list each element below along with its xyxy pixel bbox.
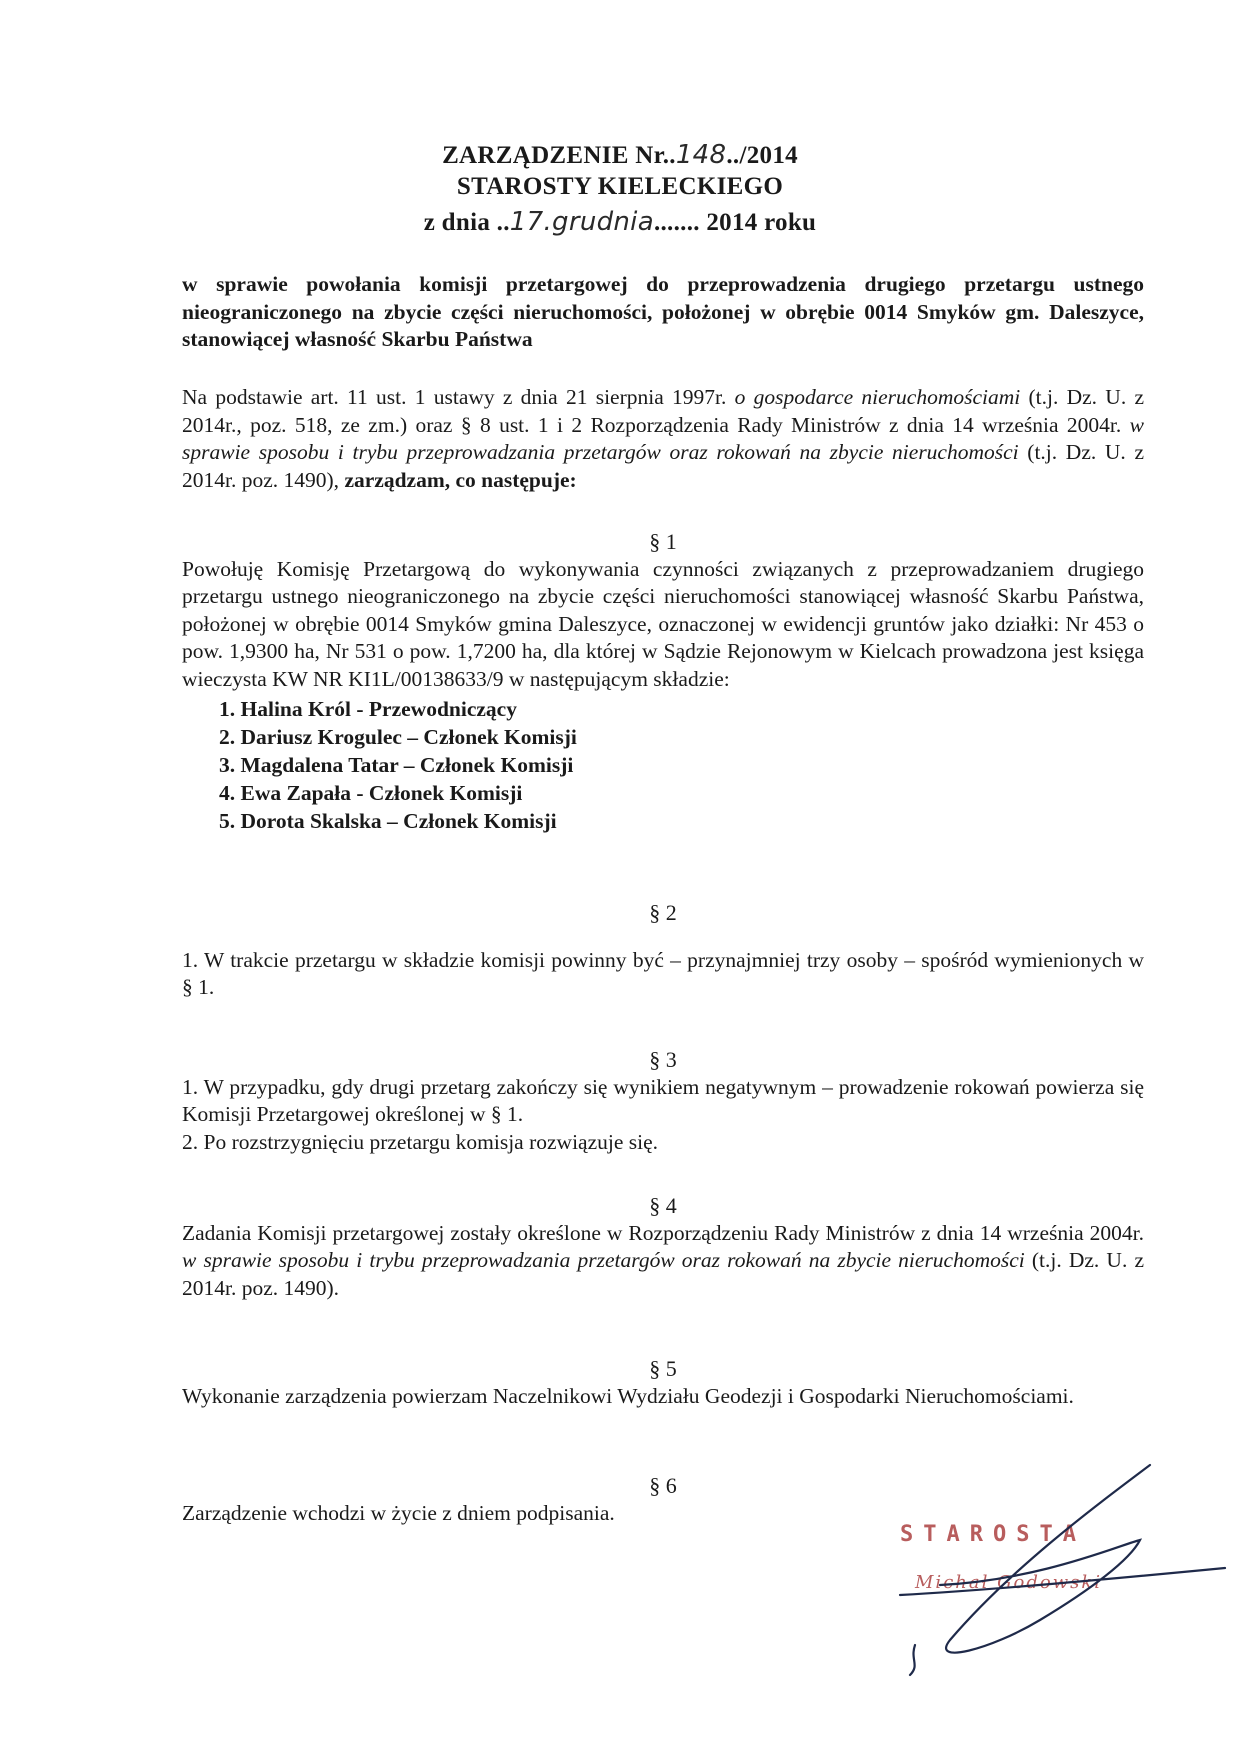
member-item: 4. Ewa Zapała - Członek Komisji <box>219 781 523 805</box>
section-4-part-1: Zadania Komisji przetargowej zostały określone w Rozporządzeniu Rady Ministrów z dnia 14 września 2004r. <box>182 1220 1144 1245</box>
section-4-part-2: (t.j. Dz. U. z 2014r. poz. 1490). <box>182 1248 1144 1300</box>
preamble-bold-end: zarządzam, co następuje: <box>344 467 577 492</box>
section-4-italic: w sprawie sposobu i trybu przeprowadzania przetargów oraz rokowań na zbycie nieruchomości <box>182 1248 1025 1272</box>
signature-icon <box>840 1450 1230 1690</box>
section-3-heading: § 3 <box>649 1047 677 1072</box>
date-suffix: ....... 2014 roku <box>653 209 817 236</box>
section-2-heading: § 2 <box>649 900 677 925</box>
title-line-2: STAROSTY KIELECKIEGO <box>456 173 784 200</box>
preamble-italic-1: o gospodarce nieruchomościami <box>734 385 1021 409</box>
preamble <box>182 384 1144 494</box>
title-date-line <box>0 207 1240 237</box>
member-item: 5. Dorota Skalska – Członek Komisji <box>219 809 557 833</box>
section-2 <box>182 899 1144 1002</box>
section-5-text: Wykonanie zarządzenia powierzam Naczelnikowi Wydziału Geodezji i Gospodarki Nieruchomościami. <box>182 1383 1074 1408</box>
title-suffix: ../2014 <box>726 142 798 169</box>
stamp-name: Michał Godowski <box>915 1572 1103 1593</box>
section-3 <box>182 1046 1144 1156</box>
section-4-heading: § 4 <box>649 1193 677 1218</box>
preamble-italic-2: w sprawie sposobu i trybu przeprowadzania przetargów oraz rokowań na zbycie nieruchomości <box>182 412 1144 464</box>
handwritten-date: 17.grudnia <box>509 207 654 237</box>
title-line-1 <box>0 140 1240 170</box>
section-2-text: 1. W trakcie przetargu w składzie komisji powinny być – przynajmniej trzy osoby – spośród wymienionych w § 1. <box>182 947 1144 999</box>
section-1-text: Powołuję Komisję Przetargową do wykonywania czynności związanych z przeprowadzaniem drugiego przetargu ustnego nieograniczonego na zbycie części nieruchomości stanowiącej własność Skarbu Państwa, położonej w obrębie 0014 Smyków gmina Daleszyce, oznaczonej w ewidencji gruntów jako działki: Nr 453 o pow. 1,9300 ha, Nr 531 o pow. 1,7200 ha, dla której w Sądzie Rejonowym w Kielcach prowadzona jest księga wieczysta KW NR KI1L/00138633/9 w następującym składzie: <box>182 556 1144 691</box>
preamble-part-1: Na podstawie art. 11 ust. 1 ustawy z dnia 21 sierpnia 1997r. <box>182 385 735 409</box>
stamp-title: STAROSTA <box>900 1522 1086 1547</box>
section-1 <box>182 528 1144 835</box>
member-item: 2. Dariusz Krogulec – Członek Komisji <box>219 725 577 749</box>
section-6-text: Zarządzenie wchodzi w życie z dniem podpisania. <box>182 1500 615 1525</box>
section-5 <box>182 1355 1144 1410</box>
document-subject: w sprawie powołania komisji przetargowej do przeprowadzenia drugiego przetargu ustnego nieograniczonego na zbycie części nieruchomości, położonej w obrębie 0014 Smyków gm. Daleszyce, stanowiącej własność Skarbu Państwa <box>182 272 1144 351</box>
preamble-part-3: (t.j. Dz. U. z 2014r. poz. 1490), <box>182 440 1144 492</box>
section-6-heading: § 6 <box>649 1473 677 1498</box>
member-item: 3. Magdalena Tatar – Członek Komisji <box>219 753 574 777</box>
title-prefix: ZARZĄDZENIE Nr.. <box>442 142 676 169</box>
section-1-heading: § 1 <box>649 529 677 554</box>
member-item: 1. Halina Król - Przewodniczący <box>219 697 517 721</box>
section-5-heading: § 5 <box>649 1356 677 1381</box>
date-prefix: z dnia .. <box>423 209 510 236</box>
commission-members-list <box>219 695 1144 835</box>
handwritten-number: 148 <box>675 140 727 170</box>
preamble-part-2: (t.j. Dz. U. z 2014r., poz. 518, ze zm.) oraz § 8 ust. 1 i 2 Rozporządzenia Rady Ministrów z dnia 14 września 2004r. <box>182 385 1145 437</box>
section-3-item-1: 1. W przypadku, gdy drugi przetarg zakończy się wynikiem negatywnym – prowadzenie rokowań powierza się Komisji Przetargowej określonej w § 1. <box>182 1074 1144 1126</box>
section-3-item-2: 2. Po rozstrzygnięciu przetargu komisja rozwiązuje się. <box>182 1129 659 1154</box>
section-4 <box>182 1192 1144 1302</box>
